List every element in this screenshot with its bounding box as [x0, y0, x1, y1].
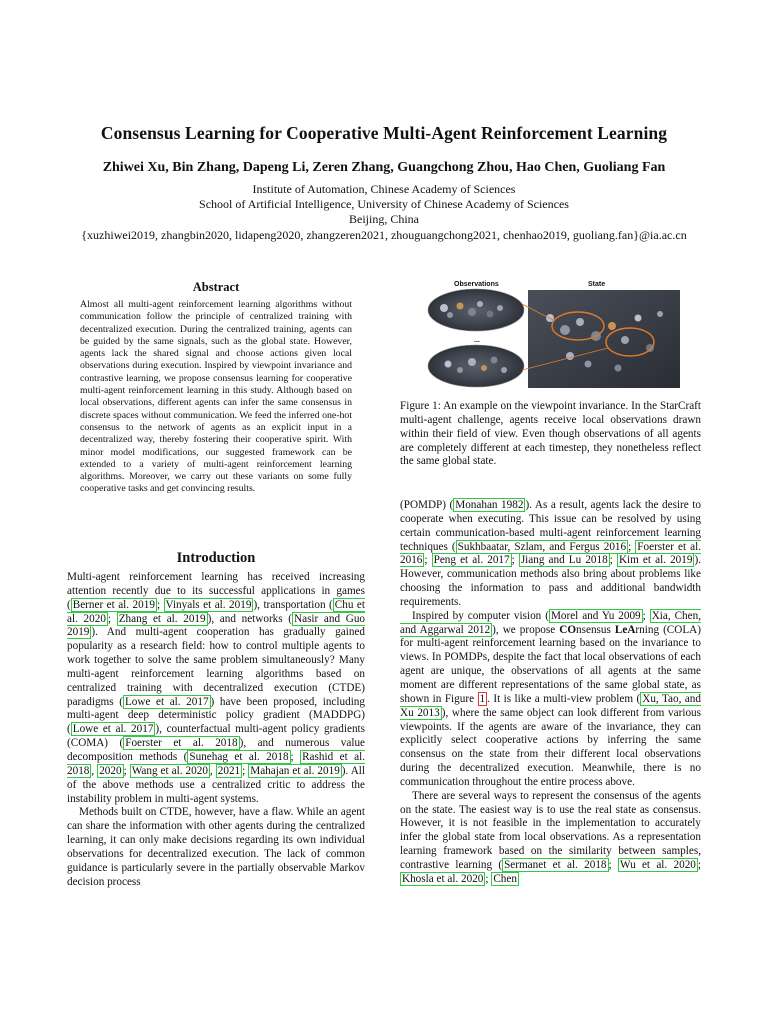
affiliation-line: School of Artificial Intelligence, University of Chinese Academy of Sciences — [199, 197, 569, 212]
citation-link[interactable]: 2020 — [99, 764, 122, 777]
citation-link[interactable]: 2021 — [217, 764, 241, 777]
figure-1 — [420, 278, 682, 390]
citation-link[interactable]: Foerster et al. 2018 — [125, 737, 238, 750]
intro-paragraph-2: Methods built on CTDE, however, have a flaw. While an agent can share the information with other agents during the centralized learning, it can only make decisions regarding its own individual observations for decentralized execution. The lack of common guidance is particularly severe in the partially observable Markov decision process — [67, 806, 365, 888]
citation-link[interactable]: Zhang et al. 2019 — [118, 612, 206, 625]
citation-link[interactable]: Foerster et al. 2016 — [400, 540, 702, 567]
right-column-body — [400, 499, 701, 887]
observation-view-2 — [428, 345, 524, 387]
citation-link[interactable]: Peng et al. 2017 — [433, 554, 510, 567]
citation-link[interactable]: Sermanet et al. 2018 — [504, 858, 607, 871]
observations-label: Observations — [454, 281, 499, 288]
introduction-heading: Introduction — [176, 550, 256, 566]
citation-link[interactable]: Sunehag et al. 2018 — [189, 750, 289, 763]
citation-link[interactable]: Xia, Chen, and Aggarwal 2012 — [400, 609, 701, 636]
author-list: Zhiwei Xu, Bin Zhang, Dapeng Li, Zeren Zhang, Guangchong Zhou, Hao Chen, Guoliang Fan — [102, 160, 666, 175]
abstract-text: Almost all multi-agent reinforcement learning algorithms without communication follow the principle of centralized training with decentralized execution. During the centralized training, agents can be guided by the same signals, such as the global state. However, agents lack the shared signal and choose actions given local observations during execution. Inspired by viewpoint invariance and contrastive learning, we propose consensus learning for cooperative multi-agent reinforcement learning in this study. Although based on local observations, different agents can infer the same consensus in discrete spaces without communication. We feed the inferred one-hot consensus to the network of agents as an explicit input in a decentralized way, thereby fostering their cooperative spirit. With minor model modifications, our suggested framework can be extended to a variety of multi-agent reinforcement learning algorithms. Moreover, we carry out these variants on some fully cooperative tasks and get convincing results. — [80, 299, 352, 495]
figure-reference-link[interactable]: 1 — [479, 692, 486, 705]
figure-1-caption: Figure 1: An example on the viewpoint invariance. In the StarCraft multi-agent challenge, agents receive local observations drawn within their field of view. Even though observations of all agents are completely different at each timestep, they nonetheless reflect the same global state. — [400, 400, 701, 468]
ellipsis-label: ... — [474, 337, 480, 344]
citation-link[interactable]: Kim et al. 2019 — [618, 554, 693, 567]
intro-paragraph-1: Multi-agent reinforcement learning has received increasing attention recently due to its successful applications in games ( Berner et al. 2019 ; Vinyals et al. 2019 ), transportation ( Chu et al. 2020 ; Zhang et al. 2019 ), and networks ( Nasir and Guo 2019 ). And multi-agent cooperation has gradually gained popularity as a research field: how to control multiple agents to work together to solve the same problem simultaneously? Many multi-agent reinforcement learning algorithms based on centralized training with decentralized execution (CTDE) paradigms ( Lowe et al. 2017 ) have been proposed, including multi-agent deep deterministic policy gradient (MADDPG) ( Lowe et al. 2017 ), counterfactual multi-agent policy gradients (COMA) ( Foerster et al. 2018 ), and numerous value decomposition methods ( Sunehag et al. 2018 ; Rashid et al. 2018 , 2020 ; Wang et al. 2020 , 2021 ; Mahajan et al. 2019 ). All of the above methods use a centralized critic to address the instability problem in multi-agent systems. — [67, 571, 366, 805]
citation-link[interactable]: Wang et al. 2020 — [131, 764, 208, 777]
citation-link[interactable]: Chu et al. 2020 — [67, 598, 366, 625]
citation-link[interactable]: Jiang and Lu 2018 — [520, 554, 608, 567]
citation-link[interactable]: Lowe et al. 2017 — [72, 723, 154, 736]
citation-link[interactable]: Sukhbaatar, Szlam, and Fergus 2016 — [457, 540, 627, 553]
citation-link[interactable]: Nasir and Guo 2019 — [67, 612, 366, 639]
citation-link[interactable]: Rashid et al. 2018 — [67, 750, 365, 777]
affiliation-line: Beijing, China — [349, 212, 419, 227]
citation-link[interactable]: Wu et al. 2020 — [619, 858, 696, 871]
abstract-heading: Abstract — [192, 280, 240, 294]
affiliations — [0, 182, 768, 243]
right-paragraph-1: (POMDP) ( Monahan 1982 ). As a result, agents lack the desire to cooperate when executing. This issue can be resolved by using certain communication-based multi-agent reinforcement learning techniques ( Sukhbaatar, Szlam, and Fergus 2016 ; Foerster et al. 2016 ; Peng et al. 2017 ; Jiang and Lu 2018 ; Kim et al. 2019 ). However, communication methods also bring about problems like choosing the information to pass and additional bandwidth requirements. — [400, 499, 702, 608]
citation-link[interactable]: Xu, Tao, and Xu 2013 — [400, 692, 701, 719]
citation-link[interactable]: Vinyals et al. 2019 — [165, 598, 252, 611]
affiliation-line: Institute of Automation, Chinese Academy of Sciences — [252, 182, 516, 196]
citation-link[interactable]: Berner et al. 2019 — [72, 598, 155, 611]
paper-title: Consensus Learning for Cooperative Multi-Agent Reinforcement Learning — [100, 123, 668, 143]
citation-link[interactable]: Morel and Yu 2009 — [550, 609, 641, 622]
citation-link[interactable]: Mahajan et al. 2019 — [250, 764, 340, 777]
starcraft-viewpoint-illustration — [420, 278, 682, 390]
right-paragraph-2: Inspired by computer vision ( Morel and Yu 2009 ; Xia, Chen, and Aggarwal 2012 ), we propose COnsensus LeArning (COLA) for multi-agent reinforcement learning based on the invariance to views. In POMDPs, despite the fact that local observations of each agent are unique, the observations of all agents at the same moment are different representations of the same global state, as shown in Figure 1 . It is like a multi-view problem ( Xu, Tao, and Xu 2013 ), where the same object can look different from various viewpoints. If the agents are aware of the invariance, they can explicitly select cooperative actions by inferring the same consensus on the state from their different local observations during the decentralized execution. Meanwhile, there is no communication throughout the entire process above. — [400, 609, 701, 788]
citation-link[interactable]: Monahan 1982 — [455, 499, 524, 511]
global-state-view — [528, 290, 680, 388]
citation-link[interactable]: Chen — [493, 872, 517, 885]
citation-link[interactable]: Khosla et al. 2020 — [402, 872, 484, 885]
affiliation-emails: {xuzhiwei2019, zhangbin2020, lidapeng2020, zhangzeren2021, zhouguangchong2021, chenhao2019, guoliang.fan}@ia.ac.cn — [81, 227, 687, 242]
state-label: State — [588, 281, 606, 288]
citation-link[interactable]: Lowe et al. 2017 — [124, 695, 209, 708]
right-paragraph-3: There are several ways to represent the consensus of the agents on the state. The easiest way is to use the real state as consensus. However, it is not feasible in the implementation to accurately infer the global state from local observations. As a representation learning framework based on the similarity between samples, contrastive learning ( Sermanet et al. 2018 ; Wu et al. 2020 ; Khosla et al. 2020 ; Chen — [400, 789, 701, 885]
introduction-body — [67, 571, 365, 889]
